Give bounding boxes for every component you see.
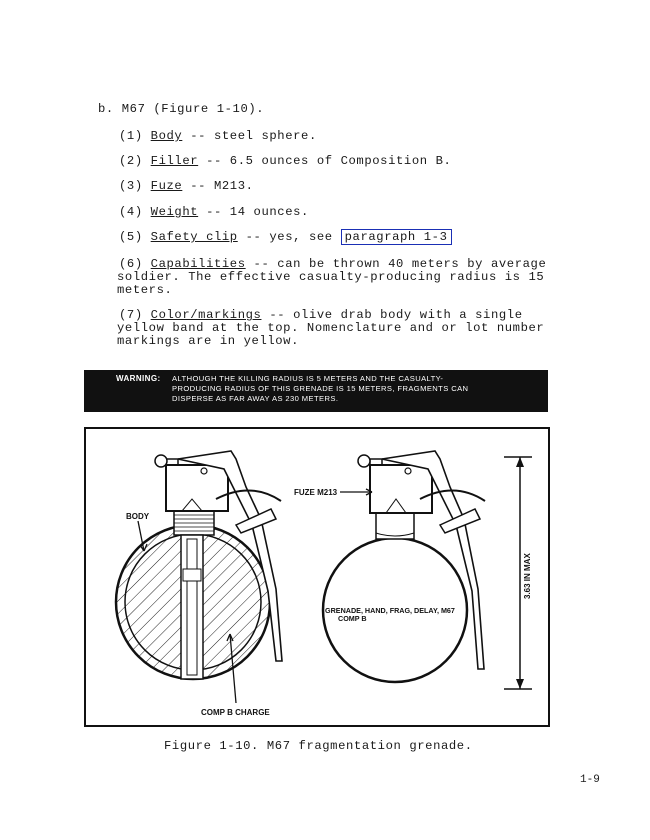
figure-caption: Figure 1-10. M67 fragmentation grenade. <box>164 739 473 753</box>
item-capabilities <box>119 257 546 271</box>
item-term: Fuze <box>150 179 183 193</box>
item-text: -- 14 ounces. <box>198 205 309 219</box>
cutaway-grenade <box>116 451 282 679</box>
item-term: Color/markings <box>150 308 262 322</box>
item-term: Safety clip <box>150 230 238 244</box>
label-marking-line2: COMP B <box>338 614 367 623</box>
item-number: (6) <box>119 257 143 271</box>
paragraph-link[interactable]: paragraph 1-3 <box>341 229 452 245</box>
warning-text <box>172 374 542 404</box>
item-text: -- yes, see <box>237 230 341 244</box>
warning-line: PRODUCING RADIUS OF THIS GRENADE IS 15 METERS, FRAGMENTS CAN <box>172 384 469 393</box>
item-term: Body <box>150 129 183 143</box>
item-number: (2) <box>119 154 143 168</box>
item-number: (4) <box>119 205 143 219</box>
warning-box <box>84 370 548 412</box>
item-number: (5) <box>119 230 143 244</box>
item-text: -- steel sphere. <box>182 129 317 143</box>
item-term: Capabilities <box>150 257 246 271</box>
item-continuation: yellow band at the top. Nomenclature and or lot number <box>117 321 545 335</box>
item-text: -- 6.5 ounces of Composition B. <box>198 154 452 168</box>
grenade-figure <box>84 427 550 727</box>
label-fuze: FUZE M213 <box>294 488 338 497</box>
item-safety-clip <box>119 230 452 244</box>
label-body: BODY <box>126 512 150 521</box>
item-continuation: soldier. The effective casualty-producing radius is 15 <box>117 270 545 284</box>
item-number: (7) <box>119 308 143 322</box>
item-term: Weight <box>150 205 199 219</box>
external-grenade <box>323 451 532 689</box>
item-text: -- M213. <box>182 179 254 193</box>
item-number: (3) <box>119 179 143 193</box>
item-weight <box>119 205 309 219</box>
pull-ring-icon <box>155 455 167 467</box>
label-comp-b-charge: COMP B CHARGE <box>201 708 270 717</box>
item-term: Filler <box>150 154 199 168</box>
warning-line: DISPERSE AS FAR AWAY AS 230 METERS. <box>172 394 339 403</box>
warning-label: WARNING: <box>116 374 161 383</box>
item-filler <box>119 154 451 168</box>
item-body <box>119 129 317 143</box>
item-continuation: meters. <box>117 283 173 297</box>
item-color-markings <box>119 308 523 322</box>
page-number: 1-9 <box>580 774 600 786</box>
item-fuze <box>119 179 254 193</box>
item-text: -- can be thrown 40 meters by average <box>245 257 547 271</box>
item-continuation: markings are in yellow. <box>117 334 300 348</box>
warning-line: ALTHOUGH THE KILLING RADIUS IS 5 METERS AND THE CASUALTY- <box>172 374 444 383</box>
item-text: -- olive drab body with a single <box>261 308 523 322</box>
section-heading: b. M67 (Figure 1-10). <box>98 102 265 116</box>
item-number: (1) <box>119 129 143 143</box>
label-marking-line1: GRENADE, HAND, FRAG, DELAY, M67 <box>325 606 455 615</box>
grenade-illustration <box>86 429 548 725</box>
label-dimension: 3.63 IN MAX <box>523 553 532 599</box>
